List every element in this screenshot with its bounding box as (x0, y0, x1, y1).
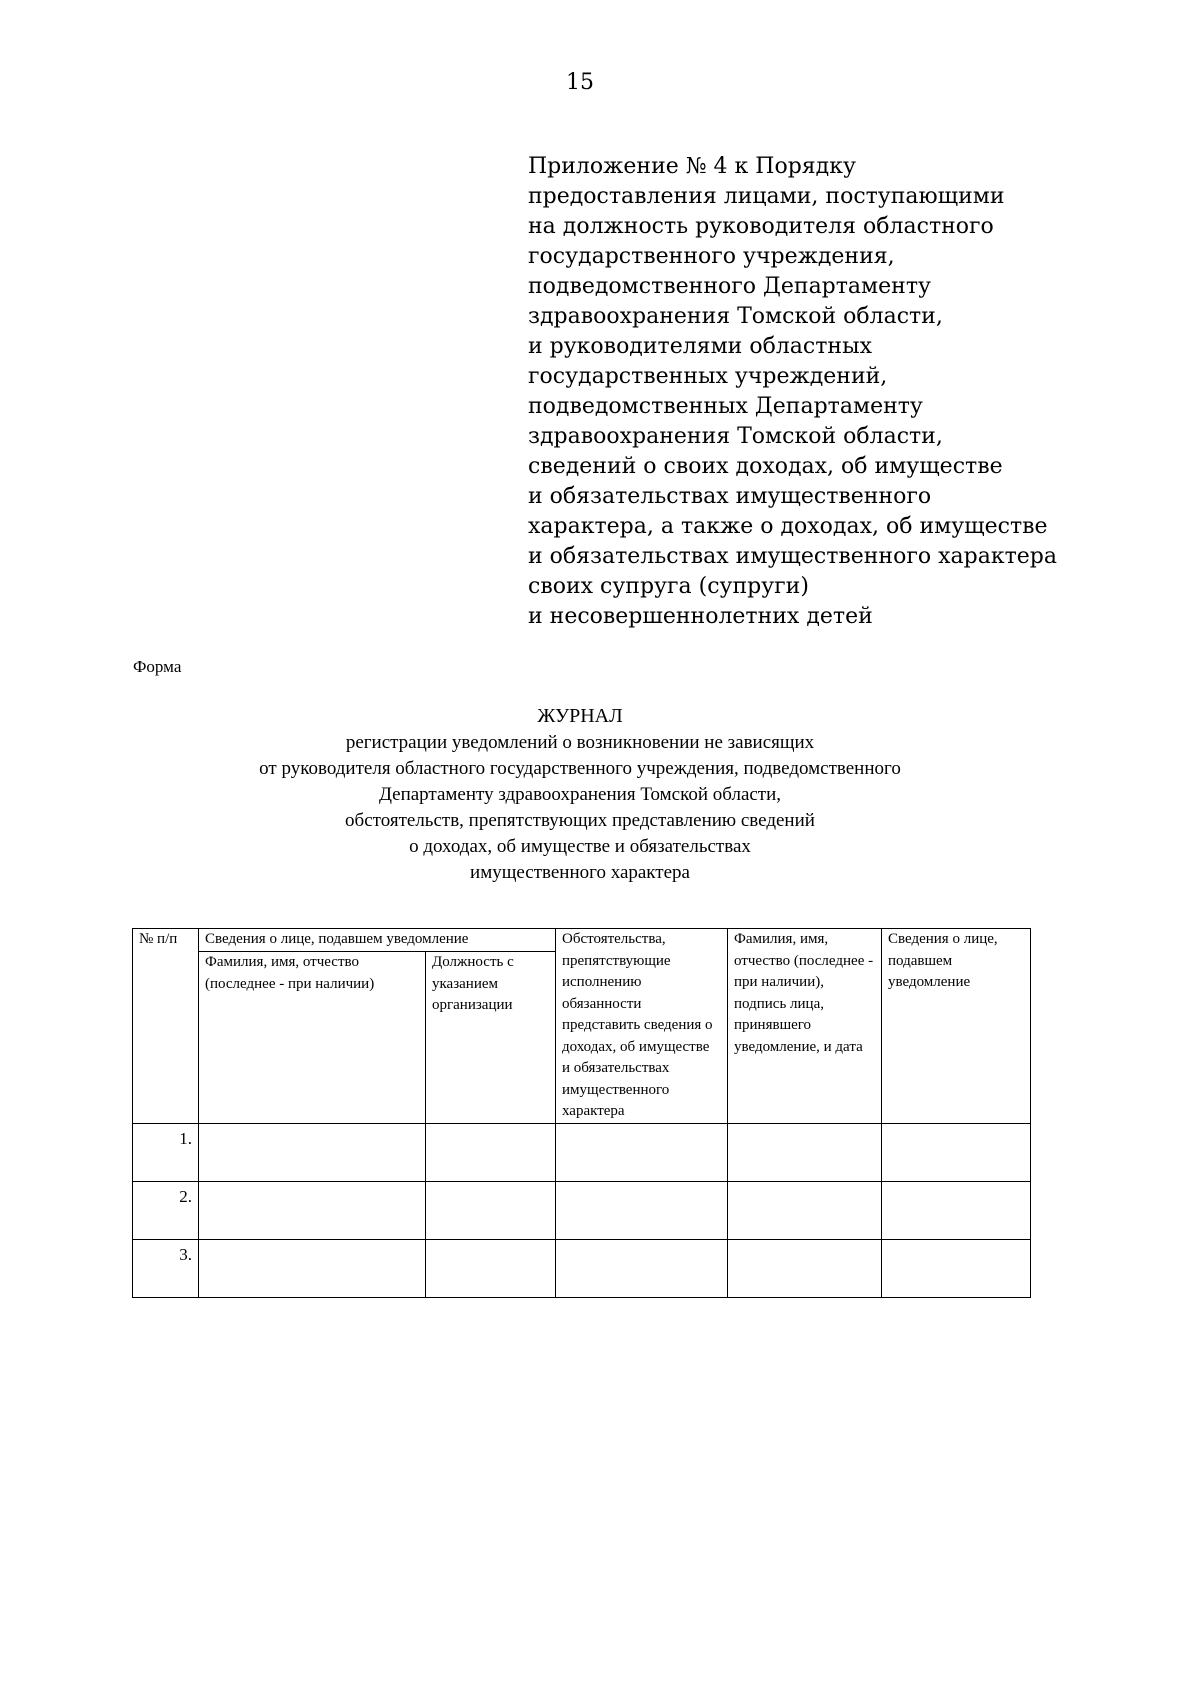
table-cell (882, 1181, 1031, 1239)
table-cell (199, 1123, 426, 1181)
table-cell (426, 1123, 556, 1181)
table-cell (882, 1123, 1031, 1181)
table-cell (556, 1181, 728, 1239)
journal-subtitle-line: Департаменту здравоохранения Томской области, (378, 784, 782, 805)
appendix-line: и обязательствах имущественного характера (528, 544, 1057, 569)
header-applicant-info: Сведения о лице, подавшем уведомление (882, 929, 1031, 1124)
form-label: Форма (133, 657, 182, 676)
row-number: 1. (133, 1123, 199, 1181)
row-number: 2. (133, 1181, 199, 1239)
journal-table (132, 928, 1031, 1298)
table-cell (728, 1239, 882, 1297)
table-cell (426, 1239, 556, 1297)
journal-subtitle-line: о доходах, об имуществе и обязательствах (409, 836, 751, 857)
appendix-line: Приложение № 4 к Порядку (528, 154, 856, 179)
appendix-line: здравоохранения Томской области, (528, 304, 943, 329)
header-applicant-group: Сведения о лице, подавшем уведомление (199, 929, 556, 952)
header-number: № п/п (133, 929, 199, 1124)
appendix-line: своих супруга (супруги) (528, 574, 809, 599)
appendix-line: здравоохранения Томской области, (528, 424, 943, 449)
table-cell (556, 1239, 728, 1297)
journal-subtitle-line: обстоятельств, препятствующих представлению сведений (345, 810, 815, 831)
page-number: 15 (566, 70, 594, 95)
header-position: Должность с указанием организации (426, 952, 556, 1124)
journal-subtitle-line: имущественного характера (470, 862, 690, 883)
table-row (133, 1181, 1031, 1239)
table-cell (882, 1239, 1031, 1297)
appendix-line: и несовершеннолетних детей (528, 604, 873, 629)
table-cell (728, 1181, 882, 1239)
table-cell (199, 1239, 426, 1297)
header-receiver: Фамилия, имя, отчество (последнее - при наличии), подпись лица, принявшего уведомление, и дата (728, 929, 882, 1124)
appendix-header (528, 152, 1088, 632)
header-circumstances: Обстоятельства, препятствующие исполнению обязанности представить сведения о доходах, об имуществе и обязательствах имущественного характера (556, 929, 728, 1124)
appendix-line: на должность руководителя областного (528, 214, 994, 239)
table-cell (728, 1123, 882, 1181)
table-row (133, 1123, 1031, 1181)
appendix-line: государственных учреждений, (528, 364, 888, 389)
appendix-line: подведомственного Департаменту (528, 274, 931, 299)
journal-title-block (0, 702, 1160, 886)
appendix-line: сведений о своих доходах, об имуществе (528, 454, 1003, 479)
journal-title: ЖУРНАЛ (537, 705, 623, 727)
journal-subtitle-line: от руководителя областного государственного учреждения, подведомственного (259, 758, 901, 779)
header-full-name: Фамилия, имя, отчество (последнее - при наличии) (199, 952, 426, 1124)
appendix-line: и обязательствах имущественного (528, 484, 932, 509)
table-cell (199, 1181, 426, 1239)
table-cell (426, 1181, 556, 1239)
appendix-line: предоставления лицами, поступающими (528, 184, 1005, 209)
appendix-line: подведомственных Департаменту (528, 394, 923, 419)
table-cell (556, 1123, 728, 1181)
appendix-line: характера, а также о доходах, об имуществе (528, 514, 1048, 539)
table-header-row (133, 929, 1031, 952)
appendix-line: государственного учреждения, (528, 244, 895, 269)
appendix-line: и руководителями областных (528, 334, 872, 359)
table-row (133, 1239, 1031, 1297)
row-number: 3. (133, 1239, 199, 1297)
journal-subtitle-line: регистрации уведомлений о возникновении не зависящих (345, 732, 815, 753)
